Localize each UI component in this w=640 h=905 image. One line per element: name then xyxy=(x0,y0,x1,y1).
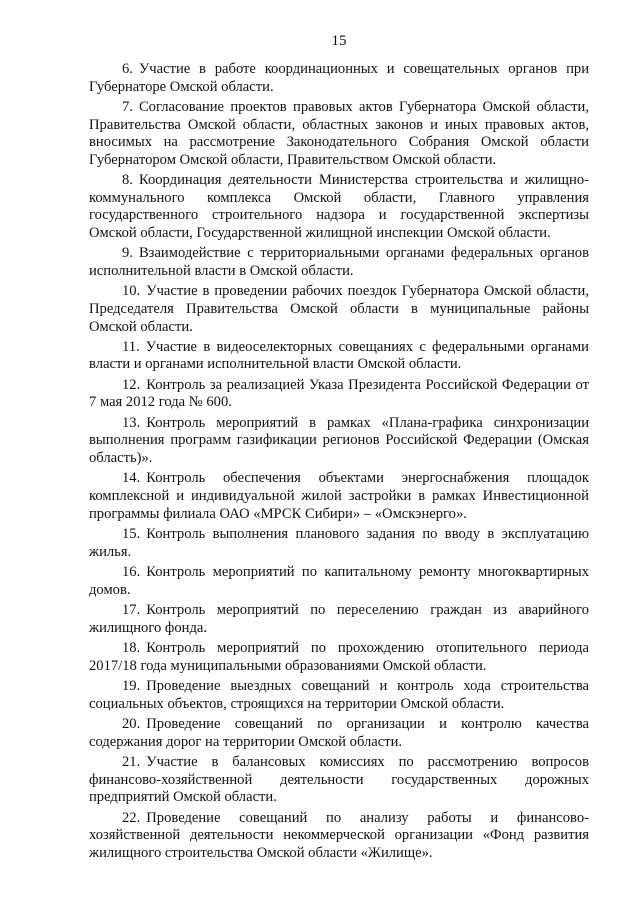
list-item xyxy=(89,415,589,468)
item-number: 17. xyxy=(122,601,141,618)
document-page xyxy=(89,32,589,865)
item-text: Контроль выполнения планового задания по вводу в эксплуатацию жилья. xyxy=(89,526,589,560)
list-item xyxy=(89,470,589,523)
item-number: 22. xyxy=(122,809,141,826)
item-text: Участие в видеоселекторных совещаниях с федеральными органами власти и органами исполнительной власти Омской области. xyxy=(89,338,589,373)
list-item xyxy=(89,99,589,169)
list-item xyxy=(89,602,589,637)
item-number: 20. xyxy=(122,715,141,732)
item-text: Проведение совещаний по организации и контролю качества содержания дорог на территории Омской области. xyxy=(89,715,589,750)
item-number: 10. xyxy=(122,283,141,300)
item-number: 9. xyxy=(122,245,133,262)
list-item xyxy=(89,678,589,713)
item-number: 6. xyxy=(122,61,133,77)
list-item xyxy=(89,339,589,374)
list-item xyxy=(89,754,589,807)
list-item xyxy=(89,810,589,863)
item-number: 19. xyxy=(122,677,141,694)
item-text: Координация деятельности Министерства строительства и жилищно-коммунального комплекса Омской области, Главного управления государственного строительного надзора и государственной экспертизы Омской области, Государственной жилищной инспекции Омской области. xyxy=(89,172,589,241)
item-text: Контроль за реализацией Указа Президента Российской Федерации от 7 мая 2012 года № 600. xyxy=(89,376,589,411)
item-number: 21. xyxy=(122,753,141,770)
list-item xyxy=(89,640,589,675)
item-list xyxy=(89,61,589,862)
list-item xyxy=(89,245,589,280)
item-number: 8. xyxy=(122,172,133,189)
list-item xyxy=(89,61,589,96)
list-item xyxy=(89,172,589,242)
item-text: Контроль мероприятий по переселению граждан из аварийного жилищного фонда. xyxy=(89,601,589,636)
item-number: 15. xyxy=(122,526,141,543)
item-number: 7. xyxy=(122,98,133,115)
list-item xyxy=(89,377,589,412)
item-text: Участие в проведении рабочих поездок Губернатора Омской области, Председателя Правительства Омской области в муниципальные районы Омской области. xyxy=(89,283,589,335)
item-text: Взаимодействие с территориальными органами федеральных органов исполнительной власти в Омской области. xyxy=(89,245,589,279)
item-number: 12. xyxy=(122,376,141,393)
item-number: 16. xyxy=(122,564,141,580)
item-text: Контроль мероприятий по прохождению отопительного периода 2017/18 года муниципальными образованиями Омской области. xyxy=(89,639,589,674)
item-number: 13. xyxy=(122,414,141,431)
item-text: Контроль обеспечения объектами энергоснабжения площадок комплексной и индивидуальной жилой застройки в рамках Инвестиционной программы филиала ОАО «МРСК Сибири» – «Омскэнерго». xyxy=(89,470,589,522)
item-text: Проведение совещаний по анализу работы и финансово-хозяйственной деятельности некоммерческой организации «Фонд развития жилищного строительства Омской области «Жилище». xyxy=(89,809,589,861)
item-text: Участие в балансовых комиссиях по рассмотрению вопросов финансово-хозяйственной деятельности государственных дорожных предприятий Омской области. xyxy=(89,753,589,806)
item-number: 11. xyxy=(122,338,140,355)
page-number: 15 xyxy=(331,33,347,49)
item-number: 18. xyxy=(122,639,141,656)
item-text: Согласование проектов правовых актов Губернатора Омской области, Правительства Омской области, областных законов и иных правовых актов, вносимых на рассмотрение Законодательного Собрания Омской области Губернатором Омской области, Правительством Омской области. xyxy=(89,98,589,168)
list-item xyxy=(89,526,589,561)
item-text: Участие в работе координационных и совещательных органов при Губернаторе Омской области. xyxy=(89,61,589,95)
list-item xyxy=(89,716,589,751)
item-number: 14. xyxy=(122,470,141,487)
item-text: Контроль мероприятий по капитальному ремонту многоквартирных домов. xyxy=(89,564,589,598)
item-text: Контроль мероприятий в рамках «Плана-графика синхронизации выполнения программ газификации регионов Российской Федерации (Омская область)». xyxy=(89,414,589,467)
item-text: Проведение выездных совещаний и контроль хода строительства социальных объектов, строящихся на территории Омской области. xyxy=(89,677,589,712)
list-item xyxy=(89,283,589,336)
list-item xyxy=(89,564,589,599)
